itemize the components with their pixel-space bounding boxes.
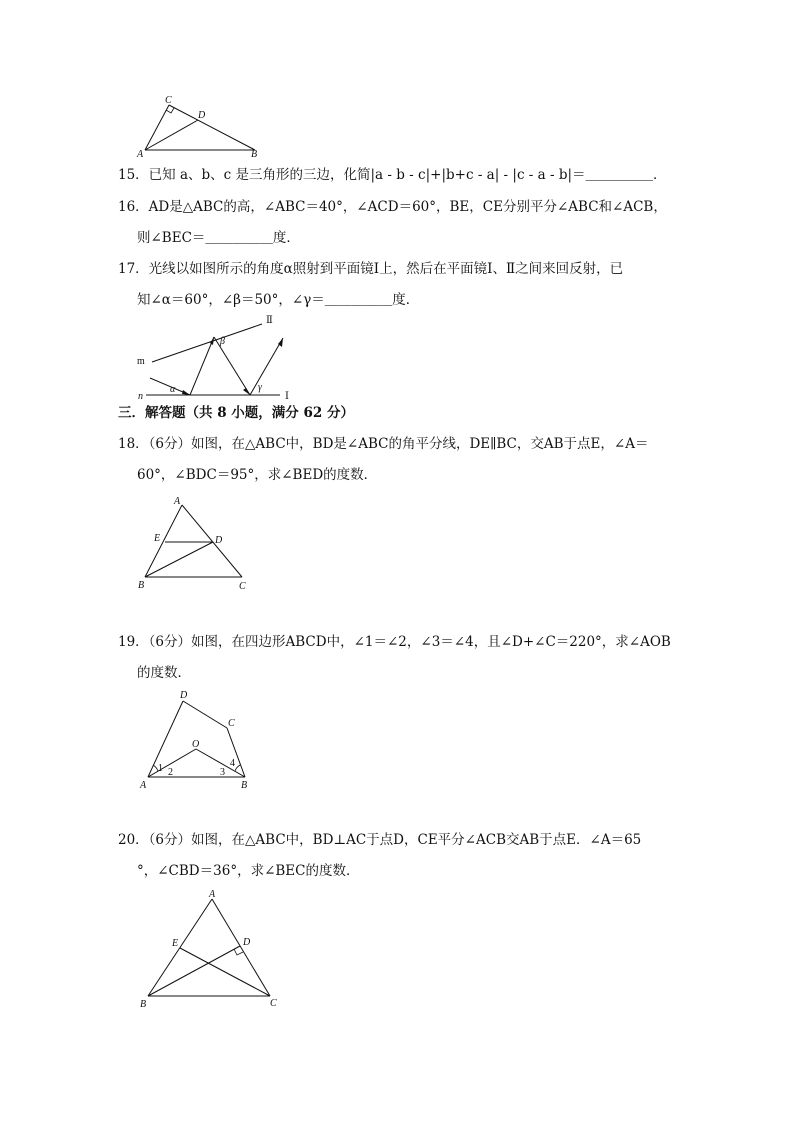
label-e: E [172,938,179,949]
label-d: D [215,535,223,546]
label-a: A [137,149,144,160]
label-b: B [140,999,147,1010]
question-19-line1: 19．（6分）如图，在四边形ABCD中，∠1＝∠2，∠3＝∠4，且∠D+∠C＝220°，求∠AOB [118,634,671,650]
label-a: A [140,780,147,791]
question-16-line1: 16．AD是△ABC的高，∠ABC＝40°，∠ACD＝60°，BE，CE分别平分∠ABC和∠ACB， [118,199,667,215]
question-16-line2: 则∠BEC＝＿＿＿＿＿度． [137,230,300,246]
question-17-line2: 知∠α＝60°，∠β＝50°，∠γ＝＿＿＿＿＿度． [137,292,420,308]
label-b: B [251,149,258,160]
label-c: C [270,998,277,1009]
label-mirror-ii: Ⅱ [266,315,273,326]
question-15: 15．已知 a、b、c 是三角形的三边，化简|a - b - c|+|b+c - a| - |c - a - b|＝＿＿＿＿＿． [118,167,667,183]
label-beta: β [220,336,225,347]
label-d: D [198,110,206,121]
label-m: m [137,356,145,367]
label-angle-2: 2 [168,767,173,778]
question-19-line2: 的度数． [137,665,191,681]
label-b: B [241,780,248,791]
question-20-line2: °，∠CBD＝36°，求∠BEC的度数． [137,863,360,879]
label-angle-4: 4 [230,758,235,769]
question-17-line1: 17．光线以如图所示的角度α照射到平面镜Ⅰ上，然后在平面镜Ⅰ、Ⅱ之间来回反射，已 [118,261,624,277]
label-d: D [243,937,251,948]
label-n: n [138,391,143,402]
label-e: E [154,533,161,544]
label-c: C [165,95,172,106]
question-20-line1: 20．（6分）如图，在△ABC中，BD⊥AC于点D，CE平分∠ACB交AB于点E．∠A＝65 [118,832,642,848]
figure-triangle-20 [130,885,290,1015]
label-angle-1: 1 [158,763,163,774]
figure-quadrilateral-19 [130,685,265,795]
label-c: C [228,718,235,729]
label-o: O [192,739,200,750]
label-b: B [138,580,145,591]
label-c: C [239,581,246,592]
label-d: D [180,690,188,701]
question-18-line2: 60°，∠BDC＝95°，求∠BED的度数． [137,467,378,483]
label-a: A [209,889,216,900]
label-angle-3: 3 [220,767,225,778]
label-mirror-i: Ⅰ [285,391,289,402]
figure-right-triangle [130,90,270,162]
label-alpha: α [170,384,176,395]
label-a: A [174,496,181,507]
figure-mirrors [130,310,310,405]
question-18-line1: 18．（6分）如图，在△ABC中，BD是∠ABC的角平分线，DE∥BC，交AB于点E，∠A＝ [118,436,649,452]
section-heading: 三．解答题（共 8 小题，满分 62 分） [118,405,354,421]
label-gamma: γ [258,382,262,393]
figure-triangle-18 [130,492,260,597]
